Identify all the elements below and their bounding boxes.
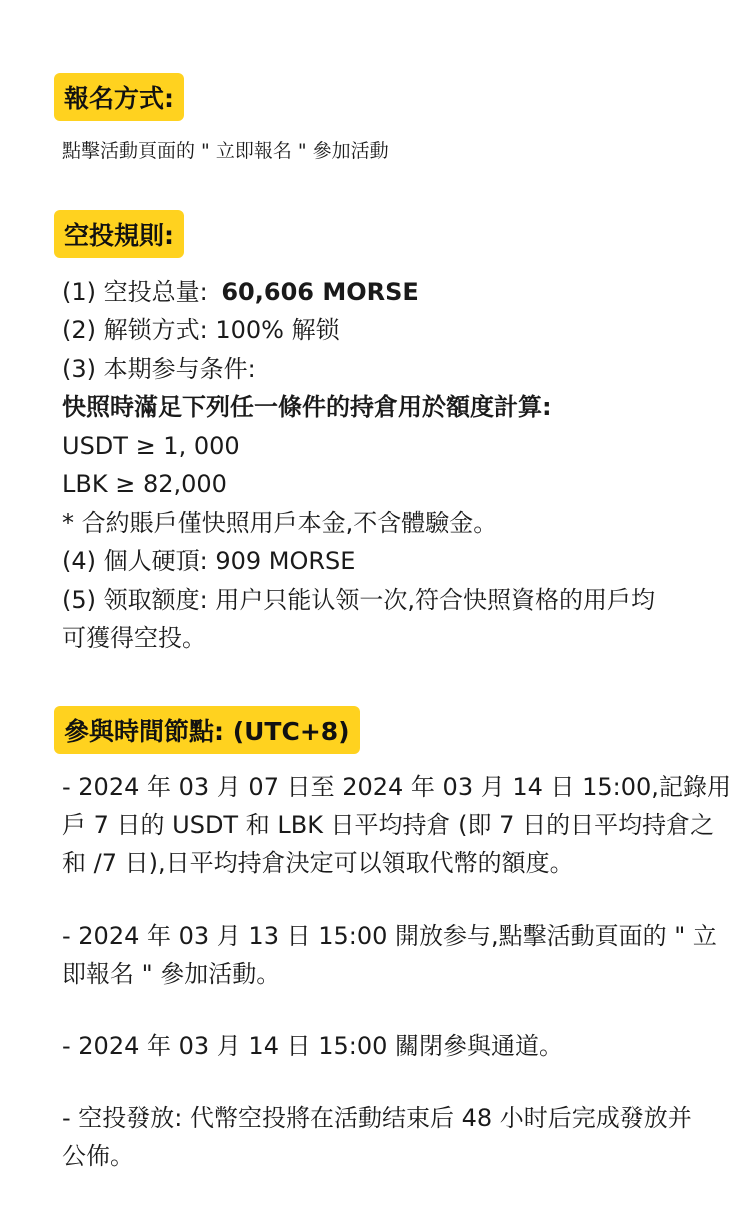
timeline-item-1-line-2: 戶 7 日的 USDT 和 LBK 日平均持倉 (即 7 日的日平均持倉之 xyxy=(62,811,715,839)
rule-unlock-method: (2) 解锁方式: 100% 解锁 xyxy=(62,316,340,344)
rule-usdt-condition: USDT ≥ 1, 000 xyxy=(62,432,240,460)
registration-method-heading: 報名方式: xyxy=(54,73,184,121)
rule-snapshot-condition: 快照時滿足下列任一條件的持倉用於額度計算: xyxy=(62,393,552,421)
rule-total-amount-label: (1) 空投总量: xyxy=(62,278,208,306)
timeline-item-2-line-2: 即報名 " 參加活動。 xyxy=(62,960,281,988)
rule-claim-limit: (5) 领取额度: 用户只能认领一次,符合快照資格的用戶均 xyxy=(62,586,655,614)
registration-method-text: 點擊活動頁面的 " 立即報名 " 參加活動 xyxy=(62,140,389,162)
rule-claim-limit-cont: 可獲得空投。 xyxy=(62,624,206,652)
timeline-item-1-line-1: - 2024 年 03 月 07 日至 2024 年 03 月 14 日 15:00,記錄用 xyxy=(62,773,731,801)
timeline-item-4-line-2: 公佈。 xyxy=(62,1142,134,1170)
airdrop-rules-heading: 空投規則: xyxy=(54,210,184,258)
rule-total-amount xyxy=(62,273,712,311)
timeline-heading: 參與時間節點: (UTC+8) xyxy=(54,706,360,754)
rule-lbk-condition: LBK ≥ 82,000 xyxy=(62,470,227,498)
timeline-item-3: - 2024 年 03 月 14 日 15:00 關閉參與通道。 xyxy=(62,1032,564,1060)
rule-personal-cap: (4) 個人硬頂: 909 MORSE xyxy=(62,547,356,575)
rule-participation-conditions: (3) 本期参与条件: xyxy=(62,355,256,383)
rule-contract-note: * 合約賬戶僅快照用戶本金,不含體驗金。 xyxy=(62,509,498,537)
timeline-item-1-line-3: 和 /7 日),日平均持倉決定可以領取代幣的額度。 xyxy=(62,849,574,877)
rule-total-amount-value: 60,606 MORSE xyxy=(221,278,419,306)
timeline-item-2-line-1: - 2024 年 03 月 13 日 15:00 開放参与,點擊活動頁面的 " 立 xyxy=(62,922,717,950)
timeline-item-4-line-1: - 空投發放: 代幣空投將在活動结束后 48 小时后完成發放并 xyxy=(62,1104,692,1132)
